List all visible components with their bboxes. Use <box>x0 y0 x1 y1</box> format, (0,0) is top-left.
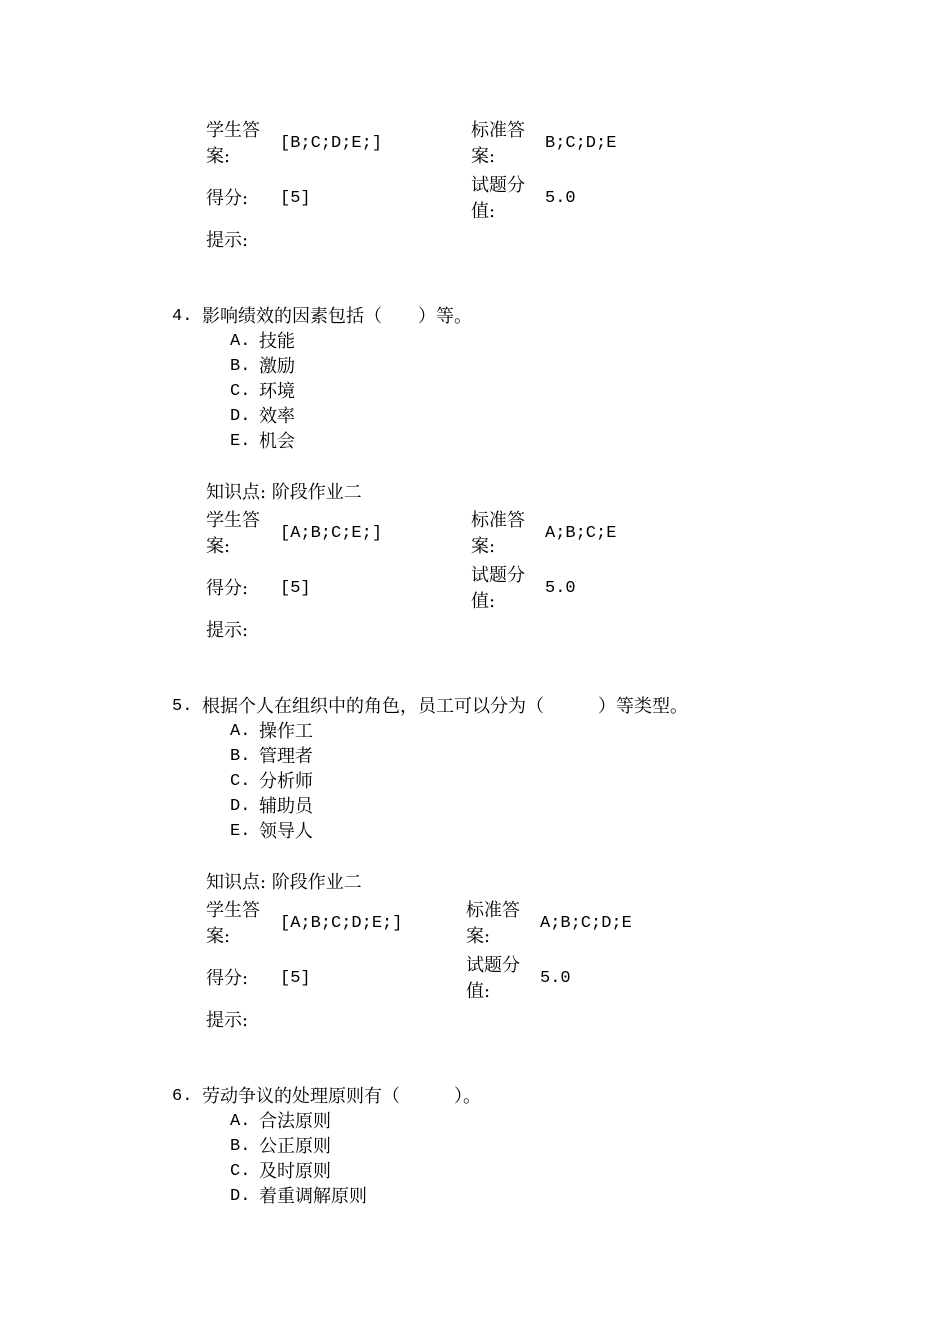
question-stem: 劳动争议的处理原则有（ ）。 <box>202 1086 481 1107</box>
option-text: 公正原则 <box>259 1136 331 1157</box>
option-letter: B. <box>230 1137 251 1156</box>
option-letter: D. <box>230 1187 251 1206</box>
option-text: 分析师 <box>259 771 313 792</box>
option-text: 技能 <box>259 331 295 352</box>
score-value: [5] <box>280 579 311 598</box>
question-value-label: 试题分 <box>471 565 525 586</box>
option-letter: D. <box>230 407 251 426</box>
student-answer-label: 学生答 <box>206 900 260 921</box>
question-stem: 影响绩效的因素包括（ ）等。 <box>202 306 472 327</box>
student-answer-value: [A;B;C;D;E;] <box>280 914 403 933</box>
score-value: [5] <box>280 189 311 208</box>
score-label: 得分: <box>206 968 249 989</box>
option-letter: A. <box>230 722 251 741</box>
option-letter: E. <box>230 822 251 841</box>
standard-answer-label: 标准答 <box>466 900 520 921</box>
option-letter: A. <box>230 1112 251 1131</box>
student-answer-value: [B;C;D;E;] <box>280 134 383 153</box>
score-label: 得分: <box>206 578 249 599</box>
option-letter: C. <box>230 382 251 401</box>
question-value-label-cont: 值: <box>471 201 496 222</box>
hint-label: 提示: <box>206 230 249 251</box>
option-letter: C. <box>230 1162 251 1181</box>
standard-answer-value: B;C;D;E <box>545 134 617 153</box>
option-letter: C. <box>230 772 251 791</box>
question-value-label: 试题分 <box>466 955 520 976</box>
question-number: 5. <box>172 697 193 716</box>
question-value: 5.0 <box>545 579 576 598</box>
option-letter: B. <box>230 357 251 376</box>
option-text: 管理者 <box>259 746 313 767</box>
option-text: 机会 <box>259 431 295 452</box>
standard-answer-value: A;B;C;D;E <box>540 914 632 933</box>
option-text: 激励 <box>259 356 295 377</box>
option-text: 及时原则 <box>259 1161 331 1182</box>
standard-answer-label-cont: 案: <box>466 926 491 947</box>
student-answer-value: [A;B;C;E;] <box>280 524 383 543</box>
score-value: [5] <box>280 969 311 988</box>
score-label: 得分: <box>206 188 249 209</box>
student-answer-label-cont: 案: <box>206 926 231 947</box>
option-text: 效率 <box>259 406 295 427</box>
option-text: 操作工 <box>259 721 313 742</box>
option-letter: B. <box>230 747 251 766</box>
standard-answer-label-cont: 案: <box>471 146 496 167</box>
knowledge-point: 知识点: 阶段作业二 <box>206 482 362 503</box>
student-answer-label-cont: 案: <box>206 146 231 167</box>
standard-answer-label-cont: 案: <box>471 536 496 557</box>
question-number: 6. <box>172 1087 193 1106</box>
option-text: 领导人 <box>259 821 313 842</box>
student-answer-label: 学生答 <box>206 510 260 531</box>
option-letter: E. <box>230 432 251 451</box>
hint-label: 提示: <box>206 620 249 641</box>
standard-answer-label: 标准答 <box>471 120 525 141</box>
option-text: 合法原则 <box>259 1111 331 1132</box>
question-value: 5.0 <box>545 189 576 208</box>
question-value: 5.0 <box>540 969 571 988</box>
question-value-label: 试题分 <box>471 175 525 196</box>
option-text: 环境 <box>259 381 295 402</box>
standard-answer-label: 标准答 <box>471 510 525 531</box>
question-number: 4. <box>172 307 193 326</box>
option-text: 辅助员 <box>259 796 313 817</box>
knowledge-point: 知识点: 阶段作业二 <box>206 872 362 893</box>
question-stem: 根据个人在组织中的角色，员工可以分为（ ）等类型。 <box>202 696 688 717</box>
question-value-label-cont: 值: <box>471 591 496 612</box>
option-letter: A. <box>230 332 251 351</box>
option-letter: D. <box>230 797 251 816</box>
option-text: 着重调解原则 <box>259 1186 367 1207</box>
student-answer-label-cont: 案: <box>206 536 231 557</box>
standard-answer-value: A;B;C;E <box>545 524 617 543</box>
student-answer-label: 学生答 <box>206 120 260 141</box>
question-value-label-cont: 值: <box>466 981 491 1002</box>
hint-label: 提示: <box>206 1010 249 1031</box>
